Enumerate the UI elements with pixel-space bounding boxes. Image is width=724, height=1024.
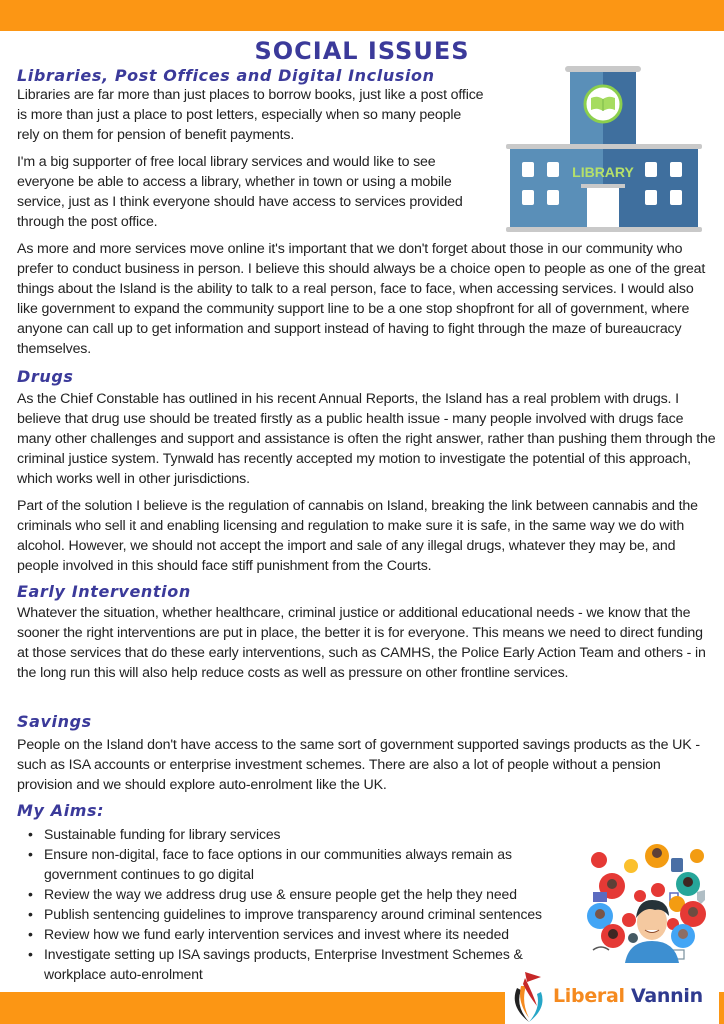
door (587, 188, 619, 229)
paragraph-drugs-2: Part of the solution I believe is the regulation of cannabis on Island, breaking the link between cannabis and the criminals who sell it and enabling licensing and regulation to make sure it is safe, in the same way we do with alcohol. However, we should not accept the import and sale of any illegal drugs, whatever they may be, and people involved in this should face stiff punishment from the Courts. (17, 498, 698, 574)
top-accent-bar (0, 0, 724, 31)
tower-roof (565, 66, 641, 72)
paragraph-libraries-2: I'm a big supporter of free local library services and would like to see everyone be able to access a library, whether in town or using a mobile service, just as I think everyone should have access to services provided through the post office. (17, 154, 463, 230)
heading-early-intervention: Early Intervention (17, 582, 191, 601)
paragraph-libraries-1: Libraries are far more than just places to borrow books, just like a post office is more than just a place to post letters, especially when so many people rely on them for pension of benefit payments. (17, 87, 484, 143)
page-title: SOCIAL ISSUES (254, 37, 470, 65)
aims-list (28, 824, 573, 984)
community-people-illustration (585, 838, 720, 963)
central-person-shirt (625, 941, 679, 963)
main-roof (506, 144, 702, 149)
aim-item: • Publish sentencing guidelines to improve transparency around criminal sentences (28, 904, 573, 924)
aim-item: • Review how we fund early intervention services and invest where its needed (28, 924, 573, 944)
viking-ship-logo-icon (507, 968, 551, 1024)
wifi-icon (593, 947, 609, 950)
aim-item: • Investigate setting up ISA savings products, Enterprise Investment Schemes & workplace auto-enrolment (28, 944, 573, 984)
library-building-illustration (505, 62, 724, 234)
liberal-vannin-logo (505, 968, 719, 1024)
heading-libraries: Libraries, Post Offices and Digital Inclusion (17, 66, 435, 85)
paragraph-early-intervention: Whatever the situation, whether healthcare, criminal justice or additional educational needs - we know that the sooner the right interventions are put in place, the better it is for everyone. This means we need to direct funding at those services that do these early interventions, such as CAMHS, the Police Early Action Team and others - in the long run this will also help reduce costs as well as pressure on other frontline services. (17, 605, 706, 681)
logo-word-vannin: Vannin (631, 985, 703, 1007)
paragraph-libraries-3: As more and more services move online it's important that we don't forget about those in our community who prefer to conduct business in person. I believe this should always be a choice open to people as one of the great things about the Island is the ability to talk to a real person, face to face, when accessing services. I would also like government to expand the community support line to be a one stop shopfront for all of government, where anyone can call up to get information and support instead of having to fight through the maze of bureaucracy themselves. (17, 241, 706, 357)
heading-savings: Savings (17, 712, 92, 731)
library-sign: LIBRARY (572, 164, 634, 180)
aim-item: • Sustainable funding for library services (28, 824, 573, 844)
heading-drugs: Drugs (17, 367, 74, 386)
aim-item: • Ensure non-digital, face to face options in our communities always remain as government continues to go digital (28, 844, 573, 884)
heading-my-aims: My Aims: (17, 801, 105, 820)
paragraph-drugs-1: As the Chief Constable has outlined in his recent Annual Reports, the Island has a real problem with drugs. I believe that drug use should be treated firstly as a public health issue - many people involved with drugs face many other challenges and support and assistance is often the right answer, rather than pushing them through the criminal justice system. Tynwald has recently accepted my motion to investigate the potential of this approach, which works well in other jurisdictions. (17, 391, 716, 487)
paragraph-savings: People on the Island don't have access to the same sort of government supported savings products as the UK - such as ISA accounts or enterprise investment schemes. There are also a lot of people without a pension provision and we should explore auto-enrolment like the UK. (17, 737, 700, 793)
logo-word-liberal: Liberal (553, 985, 625, 1007)
lightbulb-icon (624, 859, 638, 873)
aim-item: • Review the way we address drug use & ensure people get the help they need (28, 884, 573, 904)
